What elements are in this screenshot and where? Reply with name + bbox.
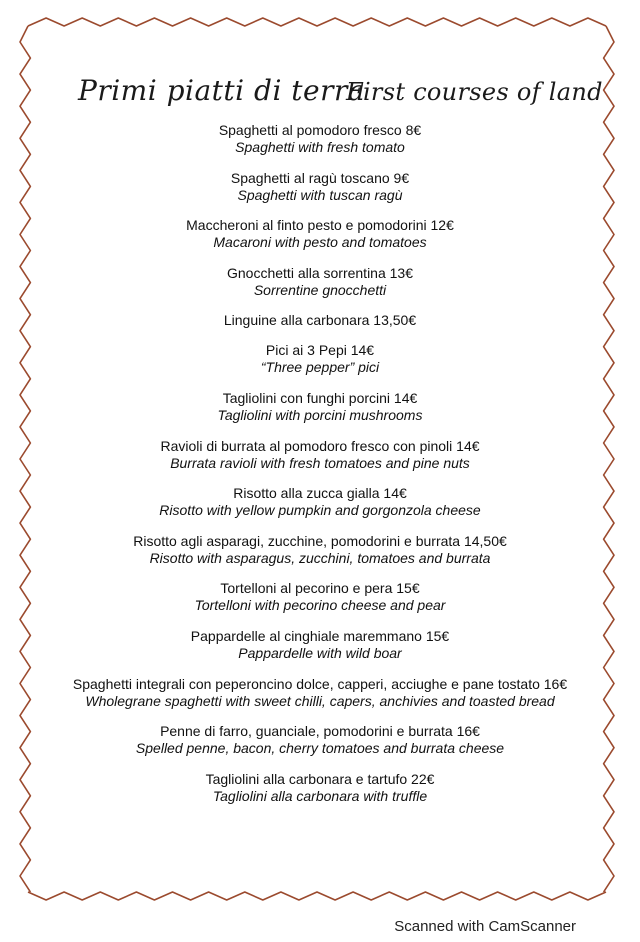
dish-name-italian: Ravioli di burrata al pomodoro fresco con pinoli 14€ — [160, 437, 480, 454]
dish-name-english: Spaghetti with fresh tomato — [235, 139, 405, 155]
dish-name-italian: Pappardelle al cinghiale maremmano 15€ — [190, 627, 450, 644]
dish-item — [40, 580, 600, 628]
dish-name-italian: Tagliolini con funghi porcini 14€ — [222, 389, 418, 406]
dish-item — [40, 390, 600, 438]
scanner-watermark: Scanned with CamScanner — [394, 918, 576, 935]
menu-header — [0, 70, 640, 120]
dish-name-english: Sorrentine gnocchetti — [253, 281, 387, 298]
dish-name-english: Spelled penne, bacon, cherry tomatoes and burrata cheese — [135, 740, 505, 757]
dish-name-italian: Gnocchetti alla sorrentina 13€ — [227, 264, 413, 281]
dish-name-italian: Spaghetti al ragù toscano 9€ — [230, 169, 410, 186]
dish-name-english: Tortelloni with pecorino cheese and pear — [194, 597, 446, 614]
dish-name-english: Tagliolini alla carbonara with truffle — [212, 787, 428, 804]
dish-name-italian: Risotto alla zucca gialla 14€ — [233, 485, 407, 502]
dish-item — [40, 342, 600, 390]
title-english: First courses of land — [346, 78, 603, 106]
dish-name-english: Spaghetti with tuscan ragù — [237, 186, 403, 203]
dish-item — [40, 771, 600, 819]
dish-item — [40, 628, 600, 676]
dish-item — [40, 533, 600, 581]
dish-item — [40, 312, 600, 342]
dish-name-english: Macaroni with pesto and tomatoes — [213, 234, 427, 251]
dish-name-english: Burrata ravioli with fresh tomatoes and pine nuts — [170, 454, 470, 471]
dish-name-italian: Pici ai 3 Pepi 14€ — [265, 342, 375, 359]
dish-item — [40, 265, 600, 313]
dish-name-italian: Linguine alla carbonara 13,50€ — [223, 312, 417, 329]
dish-name-italian: Risotto agli asparagi, zucchine, pomodorini e burrata 14,50€ — [133, 532, 507, 549]
dish-name-english: Pappardelle with wild boar — [238, 644, 402, 661]
dish-item — [40, 170, 600, 218]
dish-name-italian: Penne di farro, guanciale, pomodorini e burrata 16€ — [160, 723, 480, 740]
dish-name-italian: Maccheroni al finto pesto e pomodorini 12€ — [186, 217, 454, 234]
dish-name-italian: Tortelloni al pecorino e pera 15€ — [220, 580, 420, 597]
title-italian: Primi piatti di terra — [78, 74, 366, 107]
dish-item — [40, 438, 600, 486]
dish-name-english: Tagliolini with porcini mushrooms — [217, 406, 423, 423]
dish-name-italian: Spaghetti integrali con peperoncino dolce, capperi, acciughe e pane tostato 16€ — [72, 675, 568, 692]
dish-name-italian: Tagliolini alla carbonara e tartufo 22€ — [205, 770, 435, 787]
dish-name-italian: Spaghetti al pomodoro fresco 8€ — [218, 122, 422, 138]
dish-item — [40, 723, 600, 771]
dish-item — [40, 217, 600, 265]
dish-name-english: Risotto with asparagus, zucchini, tomatoes and burrata — [149, 549, 491, 566]
dish-item — [40, 676, 600, 724]
dish-item — [40, 485, 600, 533]
dish-name-english: “Three pepper” pici — [260, 359, 380, 376]
dish-list — [40, 122, 600, 818]
dish-name-english: Wholegrane spaghetti with sweet chilli, capers, anchivies and toasted bread — [85, 692, 555, 709]
dish-item — [40, 122, 600, 170]
dish-name-english: Risotto with yellow pumpkin and gorgonzola cheese — [159, 502, 481, 519]
